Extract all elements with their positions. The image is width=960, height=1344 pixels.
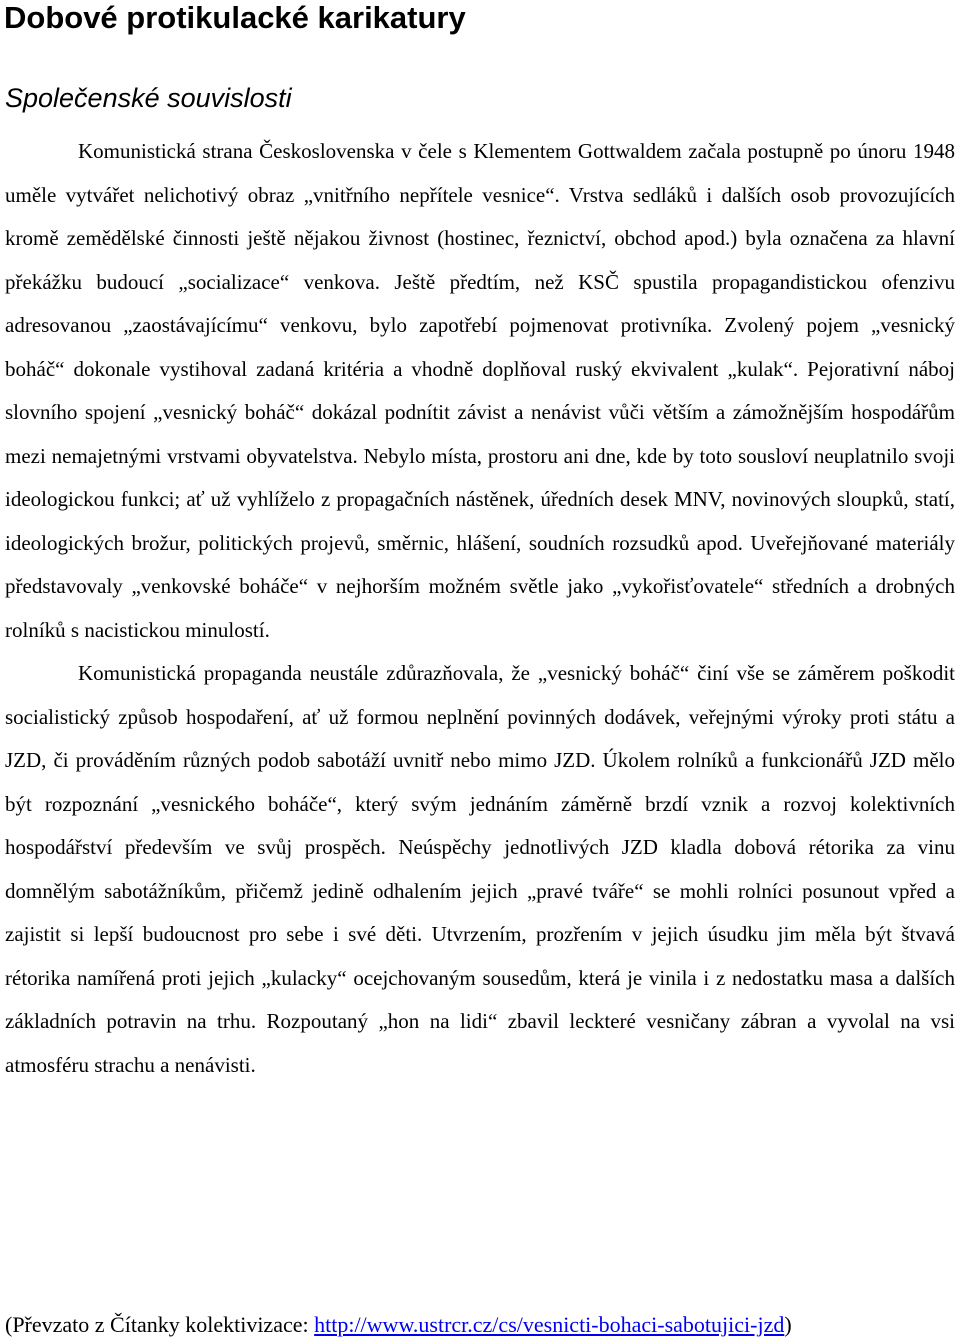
- source-link[interactable]: http://www.ustrcr.cz/cs/vesnicti-bohaci-sabotujici-jzd: [314, 1312, 785, 1337]
- paragraph-2: Komunistická propaganda neustále zdůrazňovala, že „vesnický boháč“ činí vše se záměrem poškodit socialistický způsob hospodaření, ať už formou neplnění povinných dodávek, veřejnými výroky proti státu a JZD, či prováděním různých podob sabotáží uvnitř nebo mimo JZD. Úkolem rolníků a funkcionářů JZD mělo být rozpoznání „vesnického boháče“, který svým jednáním záměrně brzdí vznik a rozvoj kolektivních hospodářství především ve svůj prospěch. Neúspěchy jednotlivých JZD kladla dobová rétorika za vinu domnělým sabotážníkům, přičemž jedině odhalením jejich „pravé tváře“ se mohli rolníci posunout vpřed a zajistit si lepší budoucnost pro sebe i své děti. Utvrzením, prozřením v jejich úsudku jim měla být štvavá rétorika namířená proti jejich „kulacky“ ocejchovaným sousedům, která je vinila i z nedostatku masa a dalších základních potravin na trhu. Rozpoutaný „hon na lidi“ zbavil leckteré vesničany zábran a vyvolal na vsi atmosféru strachu a nenávisti.: [5, 661, 955, 1077]
- paragraph-1: Komunistická strana Československa v čele s Klementem Gottwaldem začala postupně po únoru 1948 uměle vytvářet nelichotivý obraz „vnitřního nepřítele vesnice“. Vrstva sedláků i dalších osob provozujících kromě zemědělské činnosti ještě nějakou živnost (hostinec, řeznictví, obchod apod.) byla označena za hlavní překážku budoucí „socializace“ venkova. Ještě předtím, než KSČ spustila propagandistickou ofenzivu adresovanou „zaostávajícímu“ venkovu, bylo zapotřebí pojmenovat protivníka. Zvolený pojem „vesnický boháč“ dokonale vystihoval zadaná kritéria a vhodně doplňoval ruský ekvivalent „kulak“. Pejorativní náboj slovního spojení „vesnický boháč“ dokázal podnítit závist a nenávist vůči větším a zámožnějším hospodářům mezi nemajetnými vrstvami obyvatelstva. Nebylo místa, prostoru ani dne, kde by toto sousloví neuplatnilo svoji ideologickou funkci; ať už vyhlíželo z propagačních nástěnek, úředních desek MNV, novinových sloupků, statí, ideologických brožur, politických projevů, směrnic, hlášení, soudních rozsudků apod. Uveřejňované materiály představovaly „venkovské boháče“ v nejhorším možném světle jako „vykořisťovatele“ středních a drobných rolníků s nacistickou minulostí.: [5, 139, 955, 642]
- page-title: Dobové protikulacké karikatury: [4, 0, 466, 35]
- body-text: [5, 130, 955, 1087]
- source-suffix: ): [784, 1312, 792, 1337]
- source-citation: [5, 1308, 792, 1342]
- section-heading: Společenské souvislosti: [5, 83, 292, 113]
- source-prefix: (Převzato z Čítanky kolektivizace:: [5, 1312, 315, 1337]
